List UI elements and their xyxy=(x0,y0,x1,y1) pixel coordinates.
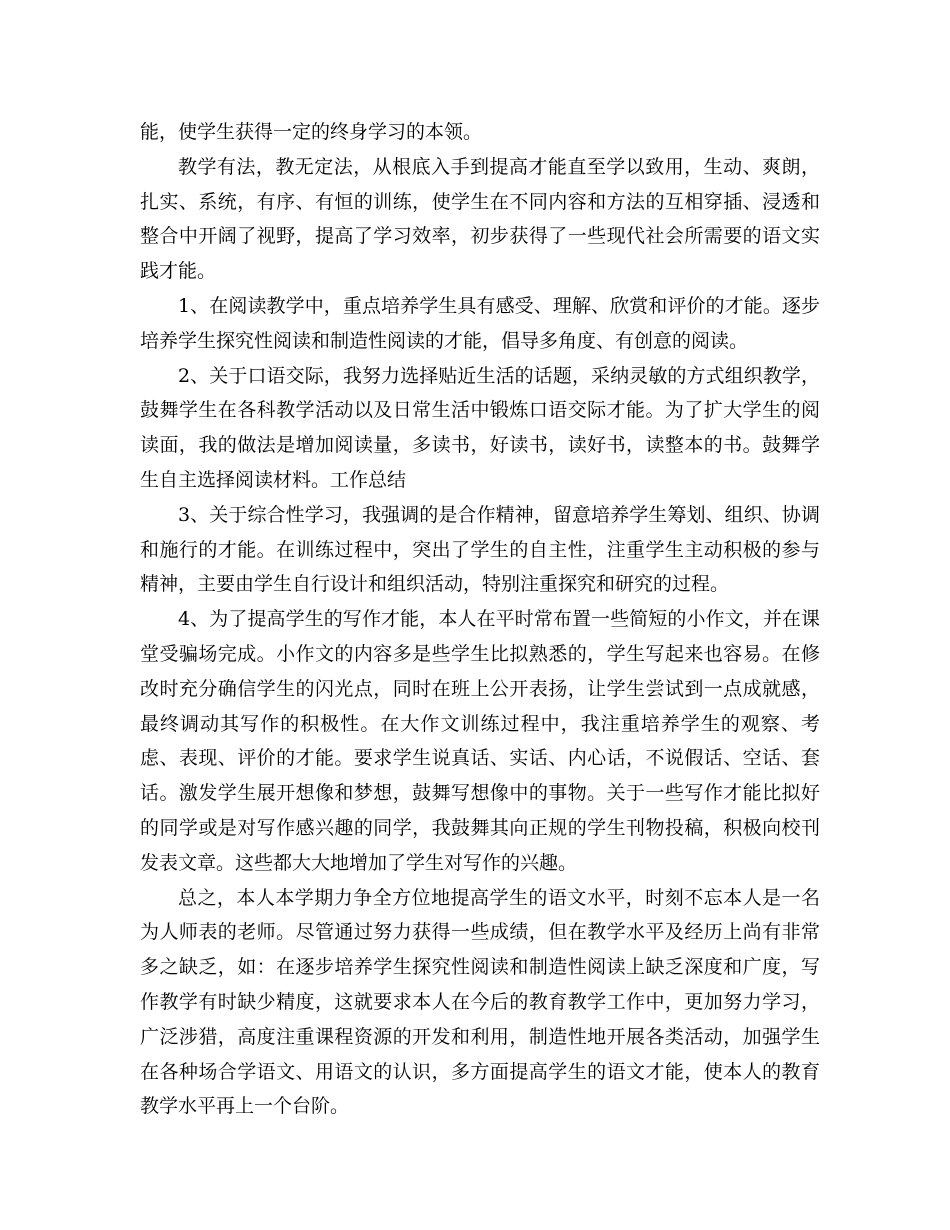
paragraph-comprehensive-learning: 3、关于综合性学习，我强调的是合作精神，留意培养学生筹划、组织、协调和施行的才能。在训练过程中，突出了学生的自主性，注重学生主动积极的参与精神，主要由学生自行设计和组织活动，特别注重探究和研究的过程。 xyxy=(140,503,820,596)
paragraph-writing-skills: 4、为了提高学生的写作才能，本人在平时常布置一些简短的小作文，并在课堂受骗场完成。小作文的内容多是些学生比拟熟悉的，学生写起来也容易。在修改时充分确信学生的闪光点，同时在班上公开表扬，让学生尝试到一点成就感，最终调动其写作的积极性。在大作文训练过程中，我注重培养学生的观察、考虑、表现、评价的才能。要求学生说真话、实话、内心话，不说假话、空话、套话。激发学生展开想像和梦想，鼓舞写想像中的事物。关于一些写作才能比拟好的同学或是对写作感兴趣的同学，我鼓舞其向正规的学生刊物投稿，积极向校刊发表文章。这些都大大地增加了学生对写作的兴趣。 xyxy=(140,608,820,874)
paragraph-oral-communication: 2、关于口语交际，我努力选择贴近生活的话题，采纳灵敏的方式组织教学，鼓舞学生在各科教学活动以及日常生活中锻炼口语交际才能。为了扩大学生的阅读面，我的做法是增加阅读量，多读书，好读书，读好书，读整本的书。鼓舞学生自主选择阅读材料。工作总结 xyxy=(140,364,820,491)
body-text xyxy=(140,115,820,1124)
paragraph-summary: 总之，本人本学期力争全方位地提高学生的语文水平，时刻不忘本人是一名为人师表的老师。尽管通过努力获得一些成绩，但在教学水平及经历上尚有非常多之缺乏，如：在逐步培养学生探究性阅读和制造性阅读上缺乏深度和广度，写作教学有时缺少精度，这就要求本人在今后的教育教学工作中，更加努力学习，广泛涉猎，高度注重课程资源的开发和利用，制造性地开展各类活动，加强学生在各种场合学语文、用语文的认识，多方面提高学生的语文才能，使本人的教育教学水平再上一个台阶。 xyxy=(140,886,820,1118)
paragraph-continued: 能，使学生获得一定的终身学习的本领。 xyxy=(140,121,483,143)
paragraph-teaching-method: 教学有法，教无定法，从根底入手到提高才能直至学以致用，生动、爽朗，扎实、系统，有序、有恒的训练，使学生在不同内容和方法的互相穿插、浸透和整合中开阔了视野，提高了学习效率，初步获得了一些现代社会所需要的语文实践才能。 xyxy=(140,155,820,283)
paragraph-reading-teaching: 1、在阅读教学中，重点培养学生具有感受、理解、欣赏和评价的才能。逐步培养学生探究性阅读和制造性阅读的才能，倡导多角度、有创意的阅读。 xyxy=(140,294,820,352)
